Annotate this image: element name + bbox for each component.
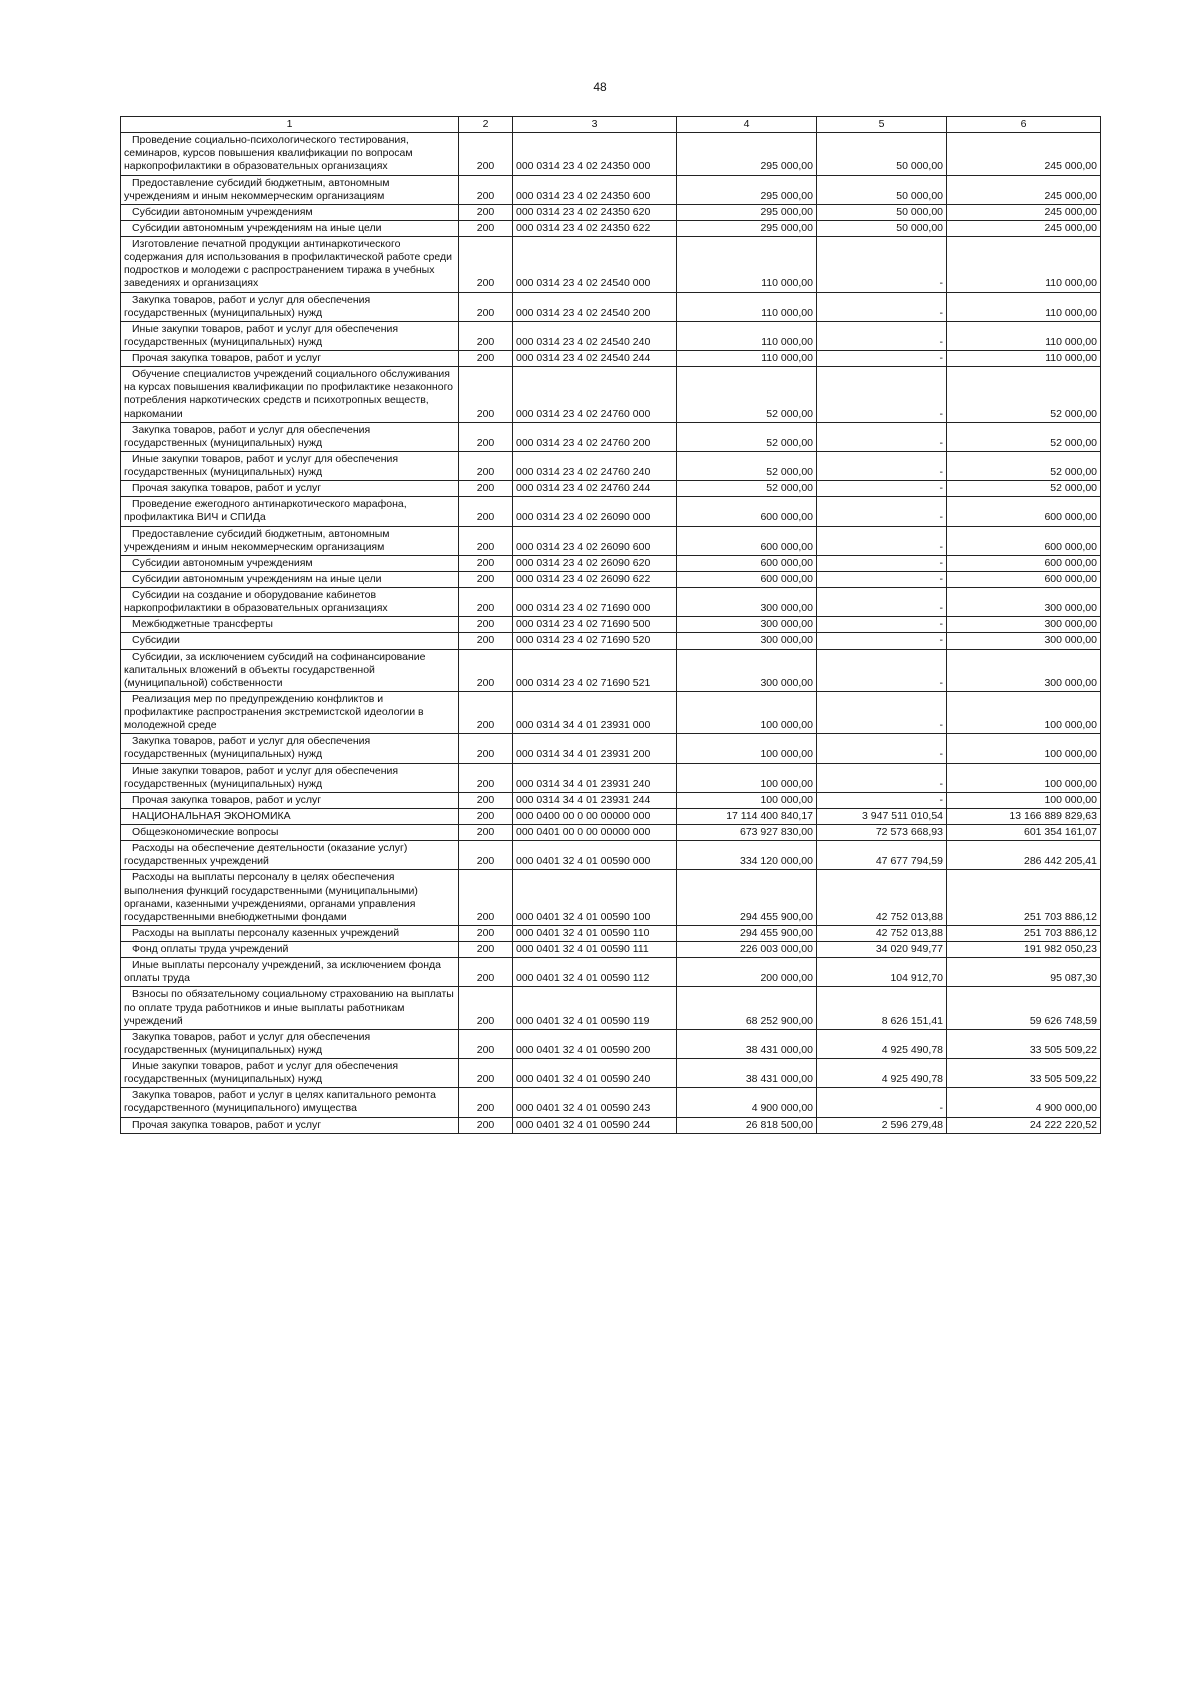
- row-executed-amount: -: [817, 481, 947, 497]
- row-executed-amount: -: [817, 555, 947, 571]
- column-number-row: [121, 117, 1101, 133]
- row-executed-amount: -: [817, 451, 947, 480]
- table-row: [121, 841, 1101, 870]
- row-code: 200: [459, 175, 513, 204]
- row-name-text: Взносы по обязательному социальному страхованию на выплаты по оплате труда работников и иные выплаты работникам учреждений: [124, 988, 454, 1027]
- row-executed-amount: -: [817, 617, 947, 633]
- table-row: [121, 763, 1101, 792]
- row-approved-amount: 673 927 830,00: [677, 825, 817, 841]
- table-row: [121, 351, 1101, 367]
- row-classification-code: 000 0314 23 4 02 26090 000: [513, 497, 677, 526]
- table-row: [121, 220, 1101, 236]
- row-name-text: Прочая закупка товаров, работ и услуг: [132, 482, 322, 495]
- row-name: [121, 588, 459, 617]
- row-name: [121, 481, 459, 497]
- row-classification-code: 000 0314 23 4 02 24760 244: [513, 481, 677, 497]
- column-header-1: 1: [121, 117, 459, 133]
- table-row: [121, 1029, 1101, 1058]
- row-code: 200: [459, 555, 513, 571]
- row-approved-amount: 110 000,00: [677, 351, 817, 367]
- row-executed-amount: 72 573 668,93: [817, 825, 947, 841]
- row-unexecuted-amount: 191 982 050,23: [947, 942, 1101, 958]
- row-name: [121, 1029, 459, 1058]
- row-executed-amount: -: [817, 571, 947, 587]
- row-approved-amount: 300 000,00: [677, 588, 817, 617]
- row-name-text: Межбюджетные трансферты: [132, 618, 273, 631]
- row-executed-amount: -: [817, 351, 947, 367]
- row-name-text: Субсидии автономным учреждениям: [132, 556, 313, 569]
- row-classification-code: 000 0314 23 4 02 24350 000: [513, 133, 677, 175]
- row-classification-code: 000 0401 32 4 01 00590 111: [513, 942, 677, 958]
- column-header-3: 3: [513, 117, 677, 133]
- row-classification-code: 000 0314 23 4 02 24350 600: [513, 175, 677, 204]
- row-approved-amount: 226 003 000,00: [677, 942, 817, 958]
- row-name-text: Обучение специалистов учреждений социального обслуживания на курсах повышения квалификации по профилактике незаконного потребления наркотических средств и психотропных веществ, наркомании: [124, 368, 454, 420]
- row-classification-code: 000 0400 00 0 00 00000 000: [513, 808, 677, 824]
- table-row: [121, 422, 1101, 451]
- row-unexecuted-amount: 4 900 000,00: [947, 1088, 1101, 1117]
- row-classification-code: 000 0314 23 4 02 26090 622: [513, 571, 677, 587]
- table-row: [121, 367, 1101, 423]
- row-name-text: Прочая закупка товаров, работ и услуг: [132, 352, 322, 364]
- row-classification-code: 000 0314 34 4 01 23931 000: [513, 691, 677, 733]
- row-name-text: Общеэкономические вопросы: [132, 826, 279, 838]
- row-classification-code: 000 0314 23 4 02 24760 240: [513, 451, 677, 480]
- table-row: [121, 321, 1101, 350]
- row-unexecuted-amount: 601 354 161,07: [947, 825, 1101, 841]
- row-executed-amount: 104 912,70: [817, 958, 947, 987]
- row-classification-code: 000 0401 32 4 01 00590 243: [513, 1088, 677, 1117]
- row-name: [121, 808, 459, 824]
- row-unexecuted-amount: 286 442 205,41: [947, 841, 1101, 870]
- row-approved-amount: 52 000,00: [677, 367, 817, 423]
- row-code: 200: [459, 649, 513, 691]
- row-code: 200: [459, 870, 513, 926]
- row-unexecuted-amount: 33 505 509,22: [947, 1029, 1101, 1058]
- row-classification-code: 000 0314 23 4 02 24350 620: [513, 204, 677, 220]
- row-executed-amount: -: [817, 367, 947, 423]
- row-approved-amount: 295 000,00: [677, 175, 817, 204]
- column-header-2: 2: [459, 117, 513, 133]
- row-code: 200: [459, 351, 513, 367]
- row-name: [121, 451, 459, 480]
- row-classification-code: 000 0401 32 4 01 00590 240: [513, 1059, 677, 1088]
- row-approved-amount: 100 000,00: [677, 763, 817, 792]
- row-executed-amount: 8 626 151,41: [817, 987, 947, 1029]
- row-unexecuted-amount: 300 000,00: [947, 649, 1101, 691]
- row-unexecuted-amount: 24 222 220,52: [947, 1117, 1101, 1133]
- row-executed-amount: -: [817, 292, 947, 321]
- row-classification-code: 000 0401 32 4 01 00590 110: [513, 925, 677, 941]
- row-classification-code: 000 0401 00 0 00 00000 000: [513, 825, 677, 841]
- row-executed-amount: 42 752 013,88: [817, 925, 947, 941]
- row-name: [121, 734, 459, 763]
- row-code: 200: [459, 367, 513, 423]
- row-unexecuted-amount: 600 000,00: [947, 497, 1101, 526]
- row-code: 200: [459, 526, 513, 555]
- row-executed-amount: -: [817, 691, 947, 733]
- row-approved-amount: 52 000,00: [677, 422, 817, 451]
- table-row: [121, 292, 1101, 321]
- row-name: [121, 617, 459, 633]
- row-code: 200: [459, 942, 513, 958]
- column-header-6: 6: [947, 117, 1101, 133]
- row-unexecuted-amount: 100 000,00: [947, 691, 1101, 733]
- row-code: 200: [459, 617, 513, 633]
- row-code: 200: [459, 588, 513, 617]
- row-code: 200: [459, 987, 513, 1029]
- row-unexecuted-amount: 52 000,00: [947, 451, 1101, 480]
- row-code: 200: [459, 825, 513, 841]
- row-code: 200: [459, 237, 513, 293]
- row-unexecuted-amount: 600 000,00: [947, 571, 1101, 587]
- row-unexecuted-amount: 52 000,00: [947, 481, 1101, 497]
- table-row: [121, 958, 1101, 987]
- row-unexecuted-amount: 245 000,00: [947, 133, 1101, 175]
- row-name: [121, 633, 459, 649]
- budget-execution-table: [120, 116, 1101, 1134]
- row-classification-code: 000 0314 23 4 02 24760 000: [513, 367, 677, 423]
- row-executed-amount: -: [817, 588, 947, 617]
- row-name: [121, 367, 459, 423]
- table-row: [121, 633, 1101, 649]
- row-unexecuted-amount: 110 000,00: [947, 321, 1101, 350]
- row-approved-amount: 300 000,00: [677, 617, 817, 633]
- row-name-text: Иные выплаты персоналу учреждений, за исключением фонда оплаты труда: [124, 959, 441, 985]
- row-executed-amount: -: [817, 237, 947, 293]
- row-unexecuted-amount: 600 000,00: [947, 526, 1101, 555]
- row-code: 200: [459, 841, 513, 870]
- row-name-text: Прочая закупка товаров, работ и услуг: [132, 1118, 322, 1131]
- row-name-text: Закупка товаров, работ и услуг для обеспечения государственных (муниципальных) нужд: [124, 293, 371, 319]
- row-name: [121, 351, 459, 367]
- row-approved-amount: 38 431 000,00: [677, 1029, 817, 1058]
- table-row: [121, 808, 1101, 824]
- row-name-text: Реализация мер по предупреждению конфликтов и профилактике распространения экстремистской идеологии в молодежной среде: [124, 692, 424, 732]
- row-code: 200: [459, 734, 513, 763]
- row-approved-amount: 600 000,00: [677, 497, 817, 526]
- table-row: [121, 204, 1101, 220]
- row-classification-code: 000 0401 32 4 01 00590 119: [513, 987, 677, 1029]
- row-classification-code: 000 0314 23 4 02 26090 620: [513, 555, 677, 571]
- row-name-text: Прочая закупка товаров, работ и услуг: [132, 793, 322, 806]
- row-code: 200: [459, 571, 513, 587]
- table-row: [121, 734, 1101, 763]
- table-row: [121, 526, 1101, 555]
- row-name: [121, 763, 459, 792]
- row-code: 200: [459, 633, 513, 649]
- row-classification-code: 000 0314 23 4 02 26090 600: [513, 526, 677, 555]
- row-name: [121, 792, 459, 808]
- row-name-text: Субсидии: [132, 634, 180, 647]
- row-classification-code: 000 0314 23 4 02 71690 520: [513, 633, 677, 649]
- row-name-text: Расходы на выплаты персоналу в целях обеспечения выполнения функций государственными (муниципальными) органами, казенными учреждениями, органами управления государственными внебюджетными фондами: [124, 871, 418, 923]
- row-name-text: Субсидии, за исключением субсидий на софинансирование капитальных вложений в объекты государственной (муниципальной) собственности: [124, 650, 426, 689]
- row-executed-amount: 34 020 949,77: [817, 942, 947, 958]
- row-executed-amount: 47 677 794,59: [817, 841, 947, 870]
- table-row: [121, 925, 1101, 941]
- row-executed-amount: -: [817, 526, 947, 555]
- row-executed-amount: 50 000,00: [817, 220, 947, 236]
- table-row: [121, 792, 1101, 808]
- row-unexecuted-amount: 13 166 889 829,63: [947, 808, 1101, 824]
- table-row: [121, 825, 1101, 841]
- row-name: [121, 1059, 459, 1088]
- row-approved-amount: 110 000,00: [677, 292, 817, 321]
- row-name: [121, 925, 459, 941]
- row-code: 200: [459, 1059, 513, 1088]
- row-name: [121, 220, 459, 236]
- table-row: [121, 942, 1101, 958]
- row-approved-amount: 295 000,00: [677, 204, 817, 220]
- row-executed-amount: -: [817, 1088, 947, 1117]
- row-classification-code: 000 0314 23 4 02 24540 244: [513, 351, 677, 367]
- row-approved-amount: 200 000,00: [677, 958, 817, 987]
- row-executed-amount: 2 596 279,48: [817, 1117, 947, 1133]
- table-row: [121, 1088, 1101, 1117]
- row-name: [121, 825, 459, 841]
- row-unexecuted-amount: 110 000,00: [947, 292, 1101, 321]
- row-executed-amount: 50 000,00: [817, 175, 947, 204]
- row-name: [121, 691, 459, 733]
- row-name-text: НАЦИОНАЛЬНАЯ ЭКОНОМИКА: [132, 809, 291, 822]
- row-executed-amount: 3 947 511 010,54: [817, 808, 947, 824]
- row-approved-amount: 300 000,00: [677, 649, 817, 691]
- row-executed-amount: 4 925 490,78: [817, 1059, 947, 1088]
- row-name: [121, 321, 459, 350]
- row-classification-code: 000 0314 23 4 02 71690 500: [513, 617, 677, 633]
- row-executed-amount: 50 000,00: [817, 204, 947, 220]
- row-approved-amount: 17 114 400 840,17: [677, 808, 817, 824]
- row-unexecuted-amount: 100 000,00: [947, 763, 1101, 792]
- row-classification-code: 000 0401 32 4 01 00590 112: [513, 958, 677, 987]
- row-unexecuted-amount: 100 000,00: [947, 734, 1101, 763]
- row-approved-amount: 295 000,00: [677, 133, 817, 175]
- row-code: 200: [459, 321, 513, 350]
- row-classification-code: 000 0314 23 4 02 71690 000: [513, 588, 677, 617]
- row-name-text: Иные закупки товаров, работ и услуг для обеспечения государственных (муниципальных) нужд: [124, 452, 399, 478]
- table-row: [121, 588, 1101, 617]
- row-name-text: Предоставление субсидий бюджетным, автономным учреждениям и иным некоммерческим организациям: [124, 176, 390, 202]
- row-unexecuted-amount: 300 000,00: [947, 633, 1101, 649]
- row-executed-amount: -: [817, 497, 947, 526]
- row-code: 200: [459, 220, 513, 236]
- table-row: [121, 1059, 1101, 1088]
- row-name: [121, 497, 459, 526]
- column-header-5: 5: [817, 117, 947, 133]
- row-code: 200: [459, 958, 513, 987]
- row-classification-code: 000 0401 32 4 01 00590 244: [513, 1117, 677, 1133]
- row-executed-amount: -: [817, 763, 947, 792]
- table-row: [121, 133, 1101, 175]
- row-unexecuted-amount: 245 000,00: [947, 204, 1101, 220]
- row-name-text: Субсидии автономным учреждениям на иные цели: [132, 572, 382, 585]
- row-executed-amount: -: [817, 321, 947, 350]
- row-classification-code: 000 0401 32 4 01 00590 200: [513, 1029, 677, 1058]
- row-unexecuted-amount: 600 000,00: [947, 555, 1101, 571]
- row-unexecuted-amount: 300 000,00: [947, 617, 1101, 633]
- row-name-text: Расходы на обеспечение деятельности (оказание услуг) государственных учреждений: [124, 842, 408, 868]
- table-row: [121, 555, 1101, 571]
- row-classification-code: 000 0314 34 4 01 23931 200: [513, 734, 677, 763]
- table-row: [121, 237, 1101, 293]
- table-row: [121, 691, 1101, 733]
- row-name-text: Расходы на выплаты персоналу казенных учреждений: [132, 926, 400, 939]
- row-approved-amount: 600 000,00: [677, 526, 817, 555]
- row-name-text: Субсидии автономным учреждениям на иные цели: [132, 221, 382, 234]
- row-name: [121, 555, 459, 571]
- row-approved-amount: 100 000,00: [677, 792, 817, 808]
- row-executed-amount: 4 925 490,78: [817, 1029, 947, 1058]
- table-row: [121, 870, 1101, 926]
- row-unexecuted-amount: 251 703 886,12: [947, 870, 1101, 926]
- row-code: 200: [459, 808, 513, 824]
- row-code: 200: [459, 481, 513, 497]
- row-name-text: Закупка товаров, работ и услуг в целях капитального ремонта государственного (муниципального) имущества: [124, 1089, 436, 1115]
- row-code: 200: [459, 763, 513, 792]
- row-unexecuted-amount: 52 000,00: [947, 422, 1101, 451]
- row-name-text: Проведение социально-психологического тестирования, семинаров, курсов повышения квалификации по вопросам наркопрофилактики в образовательных организациях: [124, 134, 413, 173]
- row-classification-code: 000 0314 23 4 02 24760 200: [513, 422, 677, 451]
- row-unexecuted-amount: 245 000,00: [947, 220, 1101, 236]
- row-classification-code: 000 0314 23 4 02 24350 622: [513, 220, 677, 236]
- table-row: [121, 175, 1101, 204]
- row-name: [121, 1117, 459, 1133]
- row-approved-amount: 68 252 900,00: [677, 987, 817, 1029]
- row-unexecuted-amount: 300 000,00: [947, 588, 1101, 617]
- row-code: 200: [459, 451, 513, 480]
- row-code: 200: [459, 422, 513, 451]
- row-code: 200: [459, 292, 513, 321]
- row-approved-amount: 334 120 000,00: [677, 841, 817, 870]
- row-name-text: Иные закупки товаров, работ и услуг для обеспечения государственных (муниципальных) нужд: [124, 1060, 399, 1086]
- row-name: [121, 204, 459, 220]
- table-body: [121, 133, 1101, 1134]
- row-unexecuted-amount: 59 626 748,59: [947, 987, 1101, 1029]
- row-executed-amount: 42 752 013,88: [817, 870, 947, 926]
- row-unexecuted-amount: 33 505 509,22: [947, 1059, 1101, 1088]
- row-name-text: Изготовление печатной продукции антинаркотического содержания для использования в профилактической работе среди подростков и молодежи с распространением тиража в учебных заведениях и организациях: [124, 238, 452, 290]
- row-executed-amount: -: [817, 649, 947, 691]
- row-name: [121, 870, 459, 926]
- row-classification-code: 000 0314 34 4 01 23931 244: [513, 792, 677, 808]
- row-executed-amount: -: [817, 734, 947, 763]
- row-classification-code: 000 0314 23 4 02 71690 521: [513, 649, 677, 691]
- row-name: [121, 1088, 459, 1117]
- row-name-text: Фонд оплаты труда учреждений: [132, 943, 289, 955]
- row-name-text: Закупка товаров, работ и услуг для обеспечения государственных (муниципальных) нужд: [124, 1030, 371, 1056]
- row-approved-amount: 294 455 900,00: [677, 925, 817, 941]
- table-row: [121, 571, 1101, 587]
- row-approved-amount: 300 000,00: [677, 633, 817, 649]
- row-code: 200: [459, 792, 513, 808]
- row-classification-code: 000 0401 32 4 01 00590 000: [513, 841, 677, 870]
- row-name-text: Субсидии на создание и оборудование кабинетов наркопрофилактики в образовательных организациях: [124, 589, 388, 615]
- row-name-text: Субсидии автономным учреждениям: [132, 205, 313, 218]
- row-executed-amount: 50 000,00: [817, 133, 947, 175]
- row-name: [121, 958, 459, 987]
- row-approved-amount: 52 000,00: [677, 481, 817, 497]
- row-name: [121, 422, 459, 451]
- row-unexecuted-amount: 110 000,00: [947, 351, 1101, 367]
- row-approved-amount: 4 900 000,00: [677, 1088, 817, 1117]
- row-unexecuted-amount: 110 000,00: [947, 237, 1101, 293]
- row-approved-amount: 600 000,00: [677, 555, 817, 571]
- row-name-text: Иные закупки товаров, работ и услуг для обеспечения государственных (муниципальных) нужд: [124, 322, 399, 348]
- table-row: [121, 649, 1101, 691]
- row-executed-amount: -: [817, 422, 947, 451]
- row-name: [121, 526, 459, 555]
- row-name-text: Закупка товаров, работ и услуг для обеспечения государственных (муниципальных) нужд: [124, 423, 371, 449]
- row-approved-amount: 38 431 000,00: [677, 1059, 817, 1088]
- row-code: 200: [459, 1029, 513, 1058]
- row-classification-code: 000 0314 23 4 02 24540 240: [513, 321, 677, 350]
- column-header-4: 4: [677, 117, 817, 133]
- row-name: [121, 841, 459, 870]
- row-name: [121, 942, 459, 958]
- table-row: [121, 987, 1101, 1029]
- row-classification-code: 000 0314 23 4 02 24540 200: [513, 292, 677, 321]
- row-approved-amount: 52 000,00: [677, 451, 817, 480]
- row-code: 200: [459, 497, 513, 526]
- row-classification-code: 000 0401 32 4 01 00590 100: [513, 870, 677, 926]
- row-name: [121, 571, 459, 587]
- row-unexecuted-amount: 52 000,00: [947, 367, 1101, 423]
- row-approved-amount: 110 000,00: [677, 321, 817, 350]
- row-approved-amount: 100 000,00: [677, 691, 817, 733]
- row-name-text: Предоставление субсидий бюджетным, автономным учреждениям и иным некоммерческим организациям: [124, 527, 390, 553]
- table-row: [121, 1117, 1101, 1133]
- row-code: 200: [459, 1088, 513, 1117]
- row-approved-amount: 110 000,00: [677, 237, 817, 293]
- row-name: [121, 237, 459, 293]
- row-approved-amount: 294 455 900,00: [677, 870, 817, 926]
- row-unexecuted-amount: 245 000,00: [947, 175, 1101, 204]
- table-row: [121, 451, 1101, 480]
- table-row: [121, 497, 1101, 526]
- row-name: [121, 133, 459, 175]
- row-name-text: Проведение ежегодного антинаркотического марафона, профилактика ВИЧ и СПИДа: [124, 498, 407, 524]
- table-row: [121, 481, 1101, 497]
- row-executed-amount: -: [817, 633, 947, 649]
- row-classification-code: 000 0314 34 4 01 23931 240: [513, 763, 677, 792]
- row-code: 200: [459, 133, 513, 175]
- row-name-text: Иные закупки товаров, работ и услуг для обеспечения государственных (муниципальных) нужд: [124, 764, 399, 790]
- row-executed-amount: -: [817, 792, 947, 808]
- row-name: [121, 649, 459, 691]
- row-code: 200: [459, 691, 513, 733]
- row-name: [121, 175, 459, 204]
- row-name: [121, 292, 459, 321]
- row-code: 200: [459, 1117, 513, 1133]
- row-approved-amount: 26 818 500,00: [677, 1117, 817, 1133]
- row-code: 200: [459, 925, 513, 941]
- row-name: [121, 987, 459, 1029]
- row-approved-amount: 100 000,00: [677, 734, 817, 763]
- row-unexecuted-amount: 251 703 886,12: [947, 925, 1101, 941]
- page-number: 48: [593, 80, 607, 94]
- row-name-text: Закупка товаров, работ и услуг для обеспечения государственных (муниципальных) нужд: [124, 735, 371, 761]
- row-classification-code: 000 0314 23 4 02 24540 000: [513, 237, 677, 293]
- row-unexecuted-amount: 95 087,30: [947, 958, 1101, 987]
- table-row: [121, 617, 1101, 633]
- row-code: 200: [459, 204, 513, 220]
- row-approved-amount: 600 000,00: [677, 571, 817, 587]
- row-approved-amount: 295 000,00: [677, 220, 817, 236]
- row-unexecuted-amount: 100 000,00: [947, 792, 1101, 808]
